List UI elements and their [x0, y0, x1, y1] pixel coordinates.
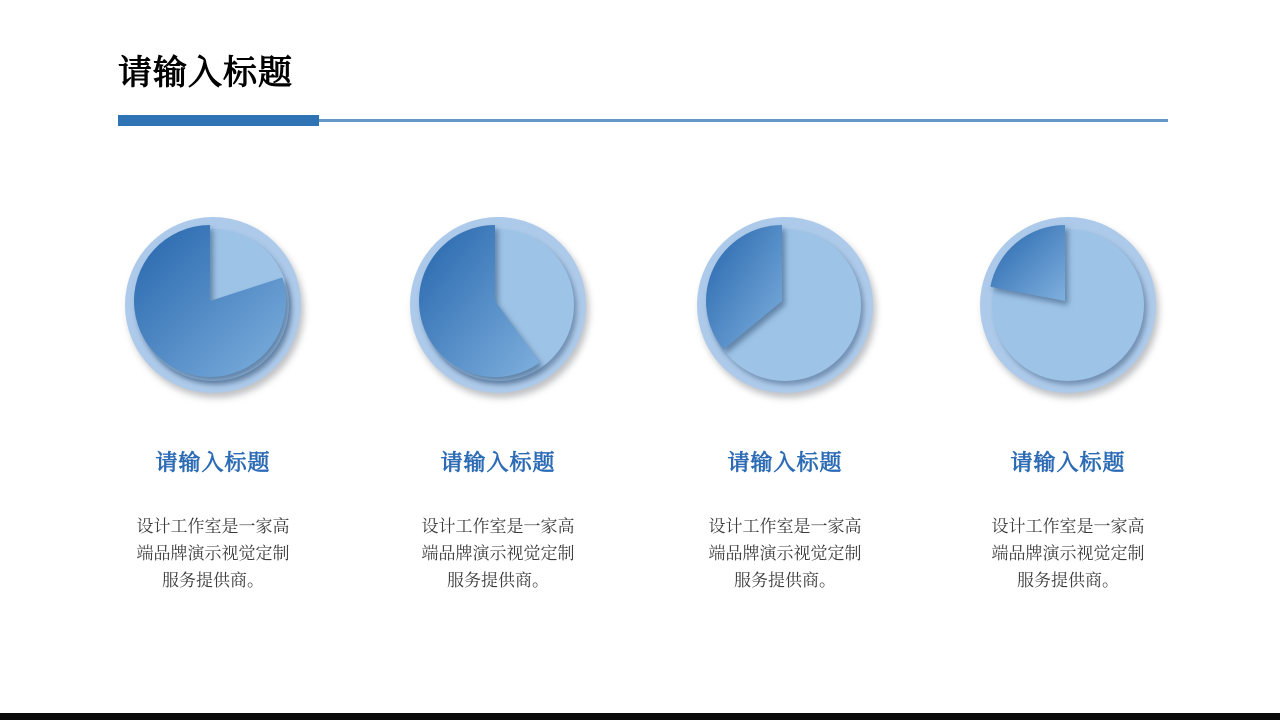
pie-chart-2 [410, 217, 586, 393]
body-line: 端品牌演示视觉定制 [708, 544, 862, 563]
body-line: 设计工作室是一家高 [136, 517, 290, 536]
page-title: 请输入标题 [118, 54, 293, 92]
column-body-text [953, 513, 1183, 594]
body-line: 服务提供商。 [447, 571, 549, 590]
body-line: 服务提供商。 [162, 571, 264, 590]
title-divider-line [319, 119, 1168, 122]
pie-filled-wedge [125, 217, 301, 393]
pie-chart-4 [980, 217, 1156, 393]
body-line: 服务提供商。 [734, 571, 836, 590]
body-line: 设计工作室是一家高 [421, 517, 575, 536]
bottom-edge-bar [0, 713, 1280, 720]
title-accent-bar [118, 115, 319, 126]
body-line: 端品牌演示视觉定制 [136, 544, 290, 563]
feature-column [383, 217, 613, 607]
pie-filled-wedge [410, 217, 586, 393]
column-subtitle: 请输入标题 [727, 450, 843, 475]
column-subtitle: 请输入标题 [440, 450, 556, 475]
pie-filled-wedge [980, 217, 1156, 393]
pie-filled-wedge [697, 217, 873, 393]
column-body-text [98, 513, 328, 594]
pie-chart-1 [125, 217, 301, 393]
column-body-text [383, 513, 613, 594]
feature-column [670, 217, 900, 607]
feature-column [953, 217, 1183, 607]
body-line: 端品牌演示视觉定制 [991, 544, 1145, 563]
column-subtitle: 请输入标题 [1010, 450, 1126, 475]
body-line: 服务提供商。 [1017, 571, 1119, 590]
column-body-text [670, 513, 900, 594]
body-line: 端品牌演示视觉定制 [421, 544, 575, 563]
body-line: 设计工作室是一家高 [708, 517, 862, 536]
column-subtitle: 请输入标题 [155, 450, 271, 475]
pie-chart-3 [697, 217, 873, 393]
feature-column [98, 217, 328, 607]
body-line: 设计工作室是一家高 [991, 517, 1145, 536]
